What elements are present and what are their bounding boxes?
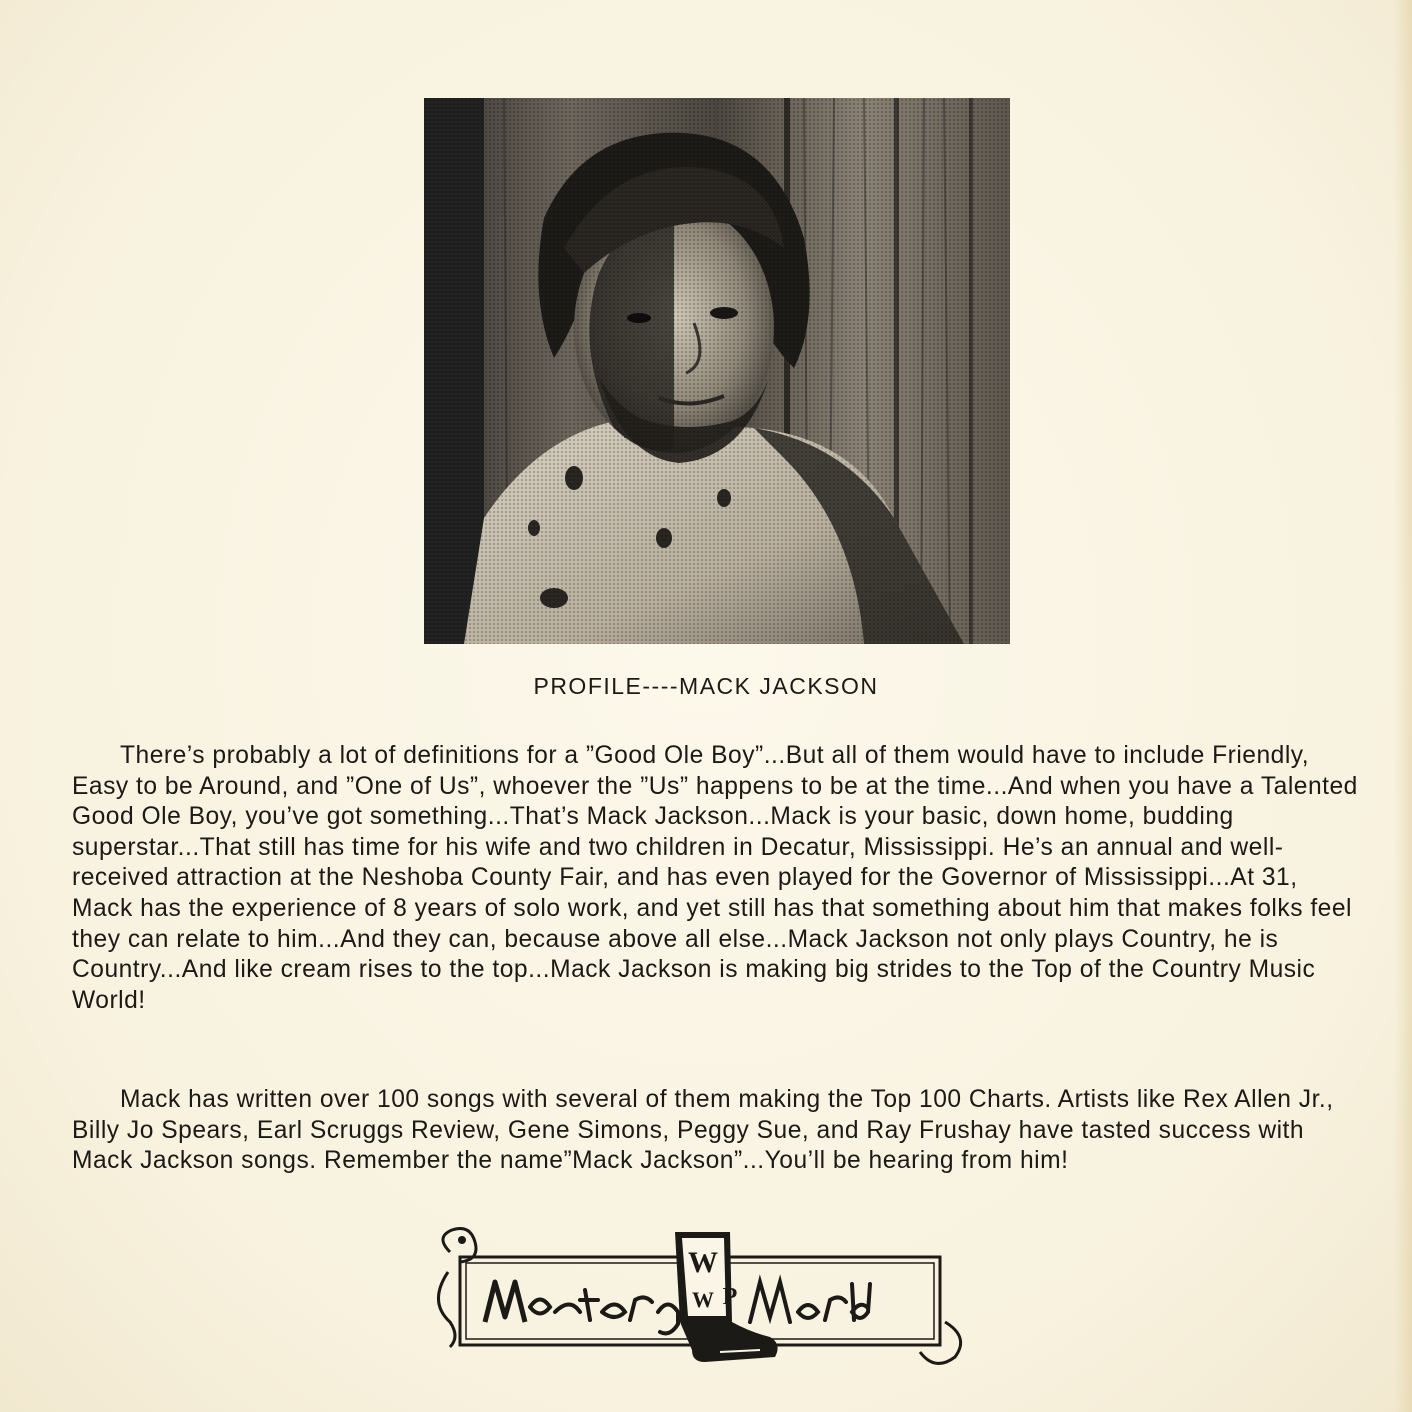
western-world-logo [430,1212,970,1382]
portrait-photo [424,98,1010,644]
cowboy-boot-icon [675,1232,778,1362]
svg-text:P: P [722,1284,738,1310]
profile-paragraph-2: Mack has written over 100 songs with several of them making the Top 100 Charts. Artists like Rex Allen Jr., Billy Jo Spears, Earl Scruggs Review, Gene Simons, Peggy Sue, and Ray Frushay have tasted success with Mack Jackson songs. Remember the name”Mack Jackson”...You’ll be hearing from him! [72,1086,1334,1175]
profile-paragraph-1: There’s probably a lot of definitions for a ”Good Ole Boy”...But all of them would have to include Friendly, Easy to be Around, and ”One of Us”, whoever the ”Us” happens to be at the time...And when you have a Talented Good Ole Boy, you’ve got something...That’s Mack Jackson...Mack is your basic, down home, budding superstar...That still has time for his wife and two children in Decatur, Mississippi. He’s an annual and well-received attraction at the Neshoba County Fair, and has even played for the Governor of Mississippi...At 31, Mack has the experience of 8 years of solo work, and yet still has that something about him that makes folks feel they can relate to him...And they can, because above all else...Mack Jackson not only plays Country, he is Country...And like cream rises to the top...Mack Jackson is making big strides to the Top of the Country Music World! [72,742,1358,1014]
svg-text:W: W [692,1287,714,1312]
svg-text:W: W [688,1246,718,1279]
profile-heading: PROFILE----MACK JACKSON [533,673,879,699]
